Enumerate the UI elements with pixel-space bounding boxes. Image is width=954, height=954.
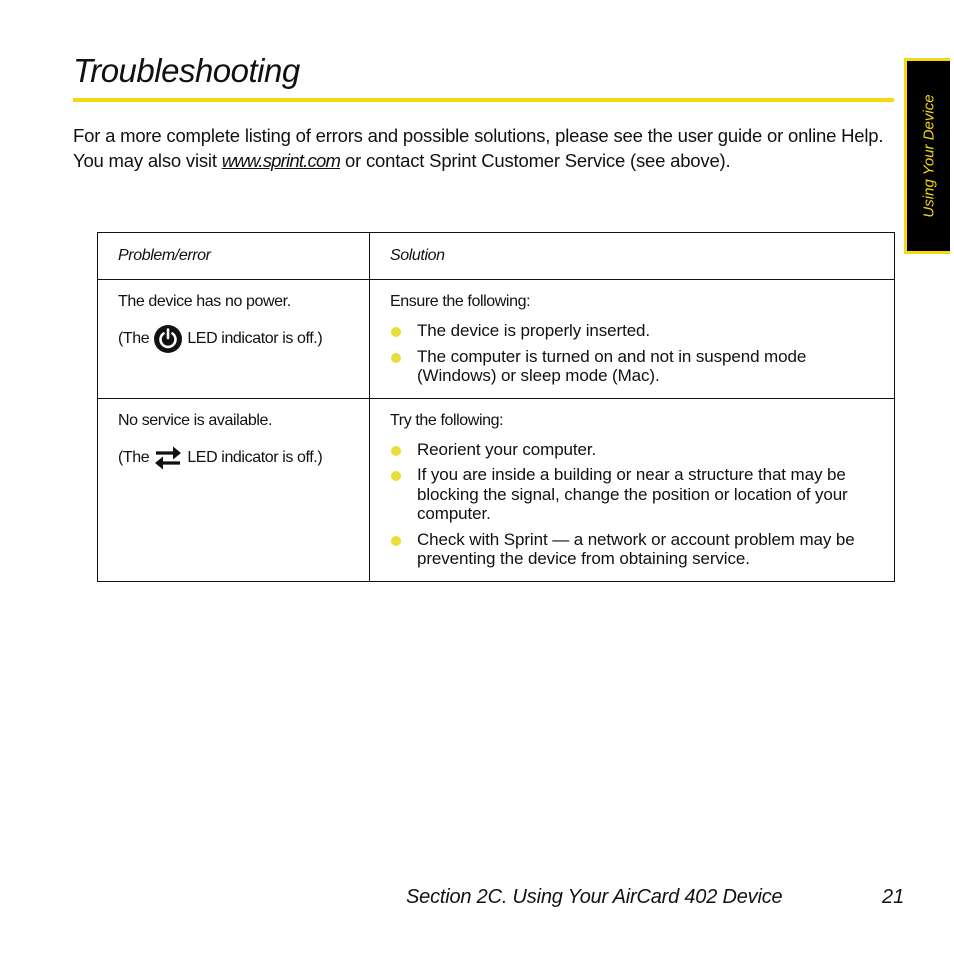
list-item — [390, 440, 874, 460]
power-icon — [153, 324, 183, 354]
data-transfer-icon — [153, 443, 183, 473]
bullet-dot-icon — [391, 536, 401, 546]
led-suffix: LED indicator is off.) — [187, 448, 323, 466]
problem-cell — [98, 398, 370, 581]
sprint-website-link[interactable]: www.sprint.com — [221, 149, 341, 171]
bullet-dot-icon — [391, 353, 401, 363]
problem-text: No service is available. — [118, 411, 273, 429]
solution-intro: Ensure the following: — [390, 293, 531, 310]
footer-section-title: Section 2C. Using Your AirCard 402 Device — [406, 886, 783, 908]
list-item — [390, 347, 874, 386]
led-indicator-note — [118, 443, 349, 473]
led-prefix: (The — [118, 330, 150, 347]
led-indicator-note — [118, 324, 349, 354]
list-item — [390, 321, 874, 341]
problem-text: The device has no power. — [118, 293, 291, 310]
list-item — [390, 530, 874, 569]
bullet-text: Check with Sprint — a network or account problem may be preventing the device from obtaining service. — [417, 529, 855, 568]
bullet-dot-icon — [391, 471, 401, 481]
intro-text-after: or contact Sprint Customer Service (see above). — [340, 149, 731, 171]
solution-list — [390, 321, 874, 386]
bullet-text: If you are inside a building or near a structure that may be blocking the signal, change the position or location of your computer. — [417, 465, 848, 523]
solution-list — [390, 440, 874, 569]
table-header-row — [98, 233, 895, 280]
bullet-text: The device is properly inserted. — [417, 321, 651, 340]
troubleshooting-table — [97, 232, 895, 582]
bullet-text: Reorient your computer. — [417, 439, 597, 459]
page-title: Troubleshooting — [73, 52, 300, 89]
intro-paragraph — [73, 124, 895, 173]
list-item — [390, 465, 874, 524]
side-tab-label: Using Your Device — [920, 94, 937, 218]
page-number: 21 — [882, 886, 905, 908]
title-underline — [73, 98, 894, 102]
intro-text-before: For a more complete listing of errors and possible solutions, please see the user guide or online Help. You may also visit — [73, 125, 884, 171]
column-header-solution: Solution — [370, 233, 895, 280]
bullet-text: The computer is turned on and not in suspend mode (Windows) or sleep mode (Mac). — [417, 346, 807, 385]
bullet-dot-icon — [391, 327, 401, 337]
column-header-problem: Problem/error — [98, 233, 370, 280]
solution-cell — [370, 280, 895, 399]
solution-intro: Try the following: — [390, 411, 504, 429]
led-suffix: LED indicator is off.) — [187, 330, 323, 347]
table-row — [98, 398, 895, 581]
section-side-tab — [904, 58, 950, 254]
problem-cell — [98, 280, 370, 399]
table-row — [98, 280, 895, 399]
bullet-dot-icon — [391, 446, 401, 456]
led-prefix: (The — [118, 448, 150, 466]
solution-cell — [370, 398, 895, 581]
